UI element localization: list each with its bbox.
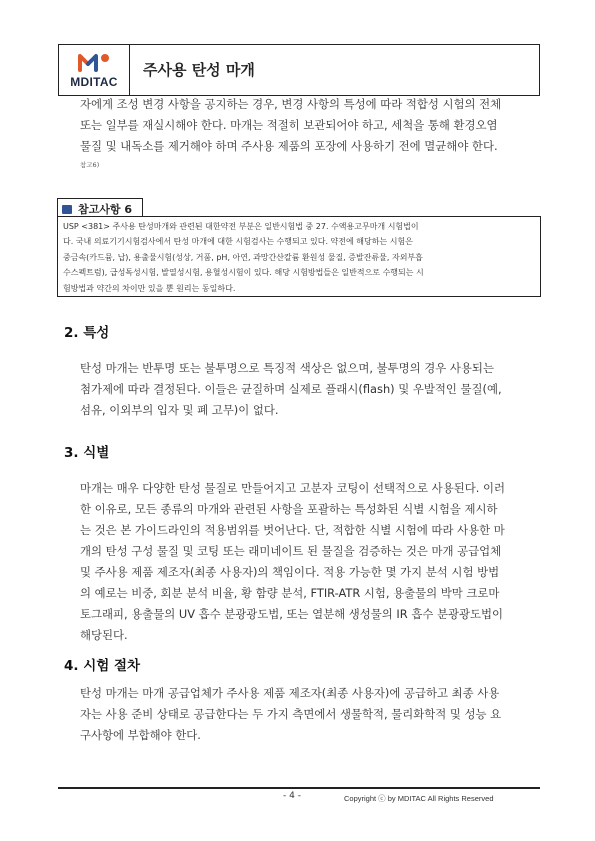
section-heading-3: 3. 식별 — [64, 445, 110, 461]
intro-paragraph — [80, 94, 540, 157]
intro-line: 자에게 조성 변경 사항을 공지하는 경우, 변경 사항의 특성에 따라 적합성 시험의 전체 — [80, 97, 502, 111]
reference-line: 다. 국내 의료기기시험검사에서 탄성 마개에 대한 시험검사는 수행되고 있다. 약전에 해당하는 시험은 — [63, 237, 413, 247]
section-3-paragraph — [80, 478, 540, 646]
section-4-line: 탄성 마개는 마개 공급업체가 주사용 제품 제조자(최종 사용자)에 공급하고 최종 사용 — [80, 686, 500, 700]
reference-line: USP <381> 주사용 탄성마개와 관련된 대한약전 부분은 일반시험법 중 27. 수액용고무마개 시험법이 — [63, 222, 419, 231]
section-heading-4: 4. 시험 절차 — [64, 658, 141, 674]
section-3-line: 마개는 매우 다양한 탄성 물질로 만들어지고 고분자 코팅이 선택적으로 사용된다. 이러 — [80, 481, 505, 495]
page-title: 주사용 탄성 마개 — [143, 61, 255, 79]
book-icon — [62, 205, 72, 214]
section-2-line: 섬유, 이외부의 입자 및 폐 고무)이 없다. — [80, 403, 279, 417]
section-3-line: 의 예로는 비중, 회분 분석 비율, 황 함량 분석, FTIR-ATR 시험, 용출물의 박막 크로마 — [80, 586, 500, 600]
copyright: Copyright ⓒ by MDITAC All Rights Reserved — [344, 794, 494, 803]
footer-divider — [58, 787, 540, 789]
section-2-line: 탄성 마개는 반투명 또는 불투명으로 특징적 색상은 없으며, 불투명의 경우 사용되는 — [80, 361, 494, 375]
reference-line: 수스펙트럼), 급성독성시험, 발열성시험, 용혈성시험이 있다. 해당 시험방법들은 일반적으로 수행되는 시 — [63, 268, 424, 278]
section-3-line: 및 주사용 제품 제조자(최종 사용자)의 책임이다. 적용 가능한 몇 가지 분석 시험 방법 — [80, 565, 500, 579]
section-heading-2: 2. 특성 — [64, 325, 110, 341]
intro-line: 물질 및 내독소를 제거해야 하며 주사용 제품의 포장에 사용하기 전에 멸균해야 한다. — [80, 139, 498, 153]
reference-line: 험방법과 약간의 차이만 있을 뿐 원리는 동일하다. — [63, 283, 236, 293]
section-2-paragraph — [80, 358, 540, 421]
reference-line: 중금속(카드뮴, 납), 용출물시험(성상, 거품, pH, 아연, 과망간산칼륨 환원성 물질, 증발잔류물, 자외부흡 — [63, 252, 423, 262]
section-4-line: 자는 사용 준비 상태로 공급한다는 두 가지 측면에서 생물학적, 물리화학적 및 성능 요 — [80, 707, 502, 721]
page-number: - 4 - — [283, 791, 301, 801]
reference-title: 참고사항 6 — [78, 203, 132, 216]
intro-line: 또는 일부를 재실시해야 한다. 마개는 적절히 보관되어야 하고, 세척을 통해 환경오염 — [80, 118, 498, 132]
reference-tab — [57, 198, 143, 216]
logo-text: MDITAC — [70, 75, 118, 89]
citation: 참고6) — [80, 161, 100, 169]
section-3-line: 는 것은 본 가이드라인의 적용범위를 벗어난다. 단, 적합한 식별 시험에 따라 사용한 마 — [80, 523, 505, 537]
logo — [59, 45, 130, 95]
logo-mark-icon — [77, 50, 111, 72]
section-3-line: 해당된다. — [80, 628, 128, 642]
document-header — [58, 44, 540, 96]
section-4-paragraph — [80, 683, 540, 746]
section-2-line: 첨가제에 따라 결정된다. 이들은 균질하며 실제로 플래시(flash) 및 우발적인 물질(예, — [80, 382, 502, 396]
section-3-line: 한 이유로, 모든 종류의 마개와 관련된 사항을 포괄하는 특성화된 식별 시험을 제시하 — [80, 502, 498, 516]
section-4-line: 구사항에 부합해야 한다. — [80, 728, 201, 742]
section-3-line: 토그래피, 용출물의 UV 흡수 분광광도법, 또는 열분해 생성물의 IR 흡수 분광광도법이 — [80, 607, 503, 621]
section-3-line: 개의 탄성 구성 물질 및 코팅 또는 래미네이트 된 물질을 검증하는 것은 마개 공급업체 — [80, 544, 502, 558]
reference-box — [57, 216, 541, 297]
